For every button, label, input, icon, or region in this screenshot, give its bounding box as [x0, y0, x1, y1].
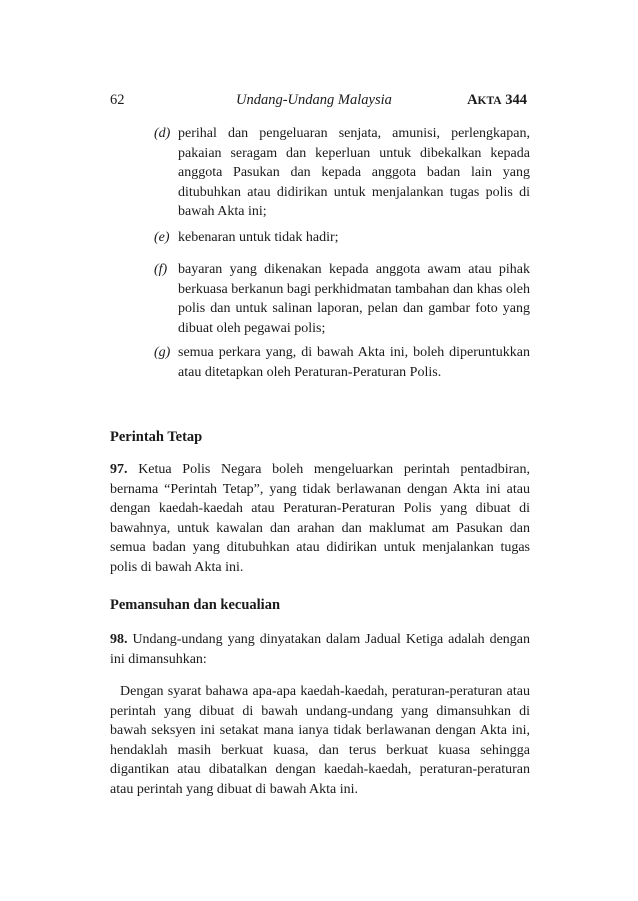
item-label: (d) [154, 126, 171, 141]
item-text: kebenaran untuk tidak hadir; [178, 230, 339, 245]
item-text: perihal dan pengeluaran senjata, amunisi, perlengkapan, pakaian seragam dan keperluan untuk dibekalkan kepada anggota Pasukan dan kepada anggota badan lain yang ditubuhkan atau didirikan untuk menjalankan tugas polis di bawah Akta ini; [178, 126, 530, 220]
item-label: (g) [154, 345, 171, 360]
section-98-proviso: Dengan syarat bahawa apa-apa kaedah-kaedah, peraturan-peraturan atau perintah yang dibuat di bawah undang-undang yang dimansuhkan di bawah seksyen ini setakat mana ianya tidak berlawanan dengan Akta ini, hendaklah masih berkuat kuasa, dan terus berkuat kuasa sehingga digantikan atau dibatalkan dengan kaedah-kaedah, peraturan-peraturan atau perintah yang dibuat di bawah Akta ini. [110, 684, 530, 797]
list-item-f [154, 260, 530, 338]
section-heading-97: Perintah Tetap [110, 429, 203, 445]
section-number: 98. [110, 632, 128, 647]
section-text: Ketua Polis Negara boleh mengeluarkan perintah pentadbiran, bernama “Perintah Tetap”, yang tidak berlawanan dengan Akta ini atau dengan kaedah-kaedah atau Peraturan-Peraturan Polis yang dibuat di bawahnya, untuk kawalan dan arahan dan maklumat am Pasukan dan semua badan yang ditubuhkan atau didirikan untuk menjalankan tugas polis di bawah Akta ini. [110, 462, 530, 575]
item-text: semua perkara yang, di bawah Akta ini, boleh diperuntukkan atau ditetapkan oleh Peraturan-Peraturan Polis. [178, 345, 530, 380]
item-label: (e) [154, 230, 170, 245]
item-label: (f) [154, 262, 168, 277]
section-heading-98: Pemansuhan dan kecualian [110, 597, 281, 613]
section-text: Undang-undang yang dinyatakan dalam Jadual Ketiga adalah dengan ini dimansuhkan: [110, 632, 531, 667]
act-word: KTA [477, 95, 502, 107]
list-item-g [154, 343, 530, 382]
section-number: 97. [110, 462, 128, 477]
act-initial: A [467, 92, 478, 108]
act-number: 344 [505, 92, 527, 108]
list-item-e [154, 228, 530, 248]
list-item-d [154, 124, 530, 222]
item-text: bayaran yang dikenakan kepada anggota awam atau pihak berkuasa berkanun bagi perkhidmatan tambahan dan khas oleh polis dan untuk salinan laporan, pelan dan gambar foto yang dibuat oleh pegawai polis; [178, 262, 530, 336]
section-98-paragraph [110, 630, 530, 669]
section-97-paragraph [110, 460, 530, 578]
act-reference [467, 92, 527, 109]
page-number: 62 [110, 92, 125, 108]
page-header [110, 92, 530, 112]
running-title: Undang-Undang Malaysia [236, 92, 392, 108]
